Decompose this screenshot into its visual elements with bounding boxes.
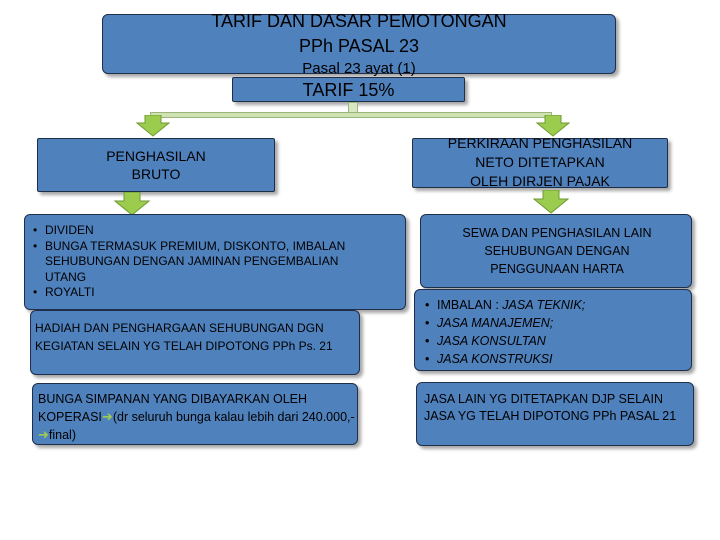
imbalan-box (414, 289, 692, 371)
rate-box (232, 77, 465, 102)
jasa-lain-text: JASA LAIN YG DITETAPKAN DJP SELAIN JASA YG TELAH DIPOTONG PPh PASAL 21 (424, 392, 677, 423)
title-line-1: TARIF DAN DASAR PEMOTONGAN (211, 11, 507, 31)
hadiah-text: HADIAH DAN PENGHARGAAN SEHUBUNGAN DGN KEGIATAN SELAIN YG TELAH DIPOTONG PPh Ps. 21 (35, 321, 333, 353)
arrow-down-icon (114, 192, 150, 216)
title-box (102, 11, 616, 77)
list-item-royalti: • ROYALTI (31, 285, 376, 301)
perkiraan-penghasilan-box (412, 135, 668, 189)
imbalan-item (423, 332, 688, 350)
imbalan-item (423, 350, 688, 368)
penghasilan-bruto-line-2: BRUTO (131, 166, 181, 182)
arrow-down-icon (136, 115, 170, 137)
penghasilan-bruto-line-1: PENGHASILAN (106, 148, 206, 164)
penghasilan-bruto-box (37, 138, 275, 192)
bunga-text-part2: (dr seluruh bunga kalau lebih dari 240.000,- (112, 410, 355, 424)
arrow-down-icon (533, 190, 569, 214)
bunga-text-part3: final) (48, 428, 76, 442)
imbalan-item (423, 314, 688, 332)
left-income-list-box (24, 214, 406, 310)
subtitle: Pasal 23 ayat (1) (302, 60, 416, 77)
perkiraan-line-1: PERKIRAAN PENGHASILAN (447, 135, 633, 151)
connector-bar (150, 112, 552, 118)
list-item-bunga: • BUNGA TERMASUK PREMIUM, DISKONTO, IMBALAN SEHUBUNGAN DENGAN JAMINAN PENGEMBALIAN UTANG (31, 239, 376, 286)
imbalan-item-jasa-teknik: JASA TEKNIK; (502, 298, 586, 312)
sewa-text: SEWA DAN PENGHASILAN LAIN SEHUBUNGAN DENGAN PENGGUNAAN HARTA (462, 226, 652, 276)
bunga-simpanan-text (38, 391, 356, 444)
rate-label: TARIF 15% (302, 80, 395, 100)
left-income-list (31, 223, 376, 301)
imbalan-item-jasa-konstruksi: JASA KONSTRUKSI (437, 352, 553, 366)
imbalan-prefix: IMBALAN : (437, 298, 503, 312)
imbalan-item-jasa-konsultan: JASA KONSULTAN (437, 334, 546, 348)
perkiraan-line-2: NETO DITETAPKAN (475, 154, 605, 170)
bunga-simpanan-box (32, 383, 358, 445)
imbalan-item (423, 296, 688, 314)
imbalan-item-jasa-manajemen: JASA MANAJEMEN; (437, 316, 554, 330)
sewa-box (420, 214, 692, 288)
arrow-right-icon: ➜ (101, 409, 113, 424)
jasa-lain-box (416, 382, 694, 446)
list-item-dividen: • DIVIDEN (31, 223, 376, 239)
hadiah-box (30, 310, 360, 375)
arrow-right-icon: ➜ (38, 427, 49, 442)
imbalan-list (423, 296, 688, 368)
perkiraan-line-3: OLEH DIRJEN PAJAK (470, 173, 610, 189)
arrow-down-icon (536, 115, 570, 137)
title-line-2: PPh PASAL 23 (298, 36, 420, 56)
bunga-text-part1: BUNGA SIMPANAN YANG DIBAYARKAN OLEH KOPERASI (38, 392, 308, 424)
